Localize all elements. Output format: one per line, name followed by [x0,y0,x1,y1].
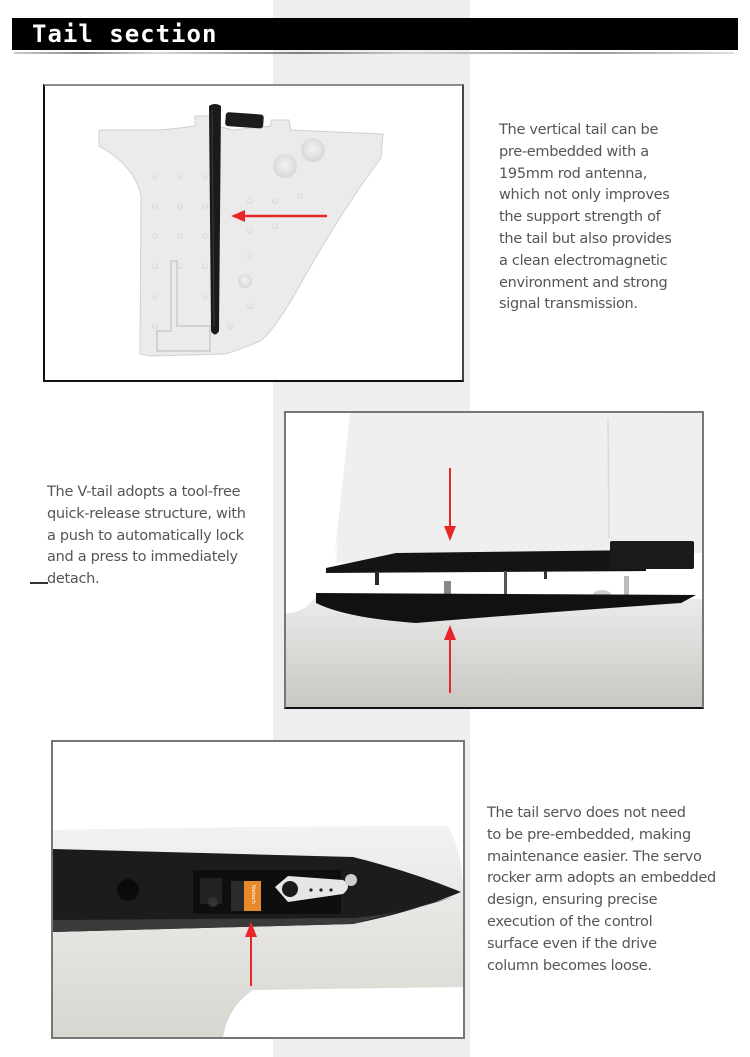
header-underline [14,52,734,54]
servo-caption: The tail servo does not need to be pre-embedded, making maintenance easier. The servo rocker arm adopts an embedded design, ensuring precise execution of the control surface even if the drive column becomes loose. [487,805,716,974]
caption-marker [30,582,48,584]
v-tail-caption: The V-tail adopts a tool-free quick-release structure, with a push to automatically lock and a press to immediately detach. [47,484,246,588]
antenna-caption: The vertical tail can be pre-embedded with a 195mm rod antenna, which not only improves the support strength of the tail but also provides a clean electromagnetic environment and strong signal transmission. [499,122,672,313]
antenna-photo [43,84,464,382]
v-tail-photo [284,411,704,709]
svg-text:feetech: feetech [250,885,256,904]
servo-photo [51,740,465,1039]
section-header-bar [12,18,738,50]
section-title: Tail section [32,20,218,48]
